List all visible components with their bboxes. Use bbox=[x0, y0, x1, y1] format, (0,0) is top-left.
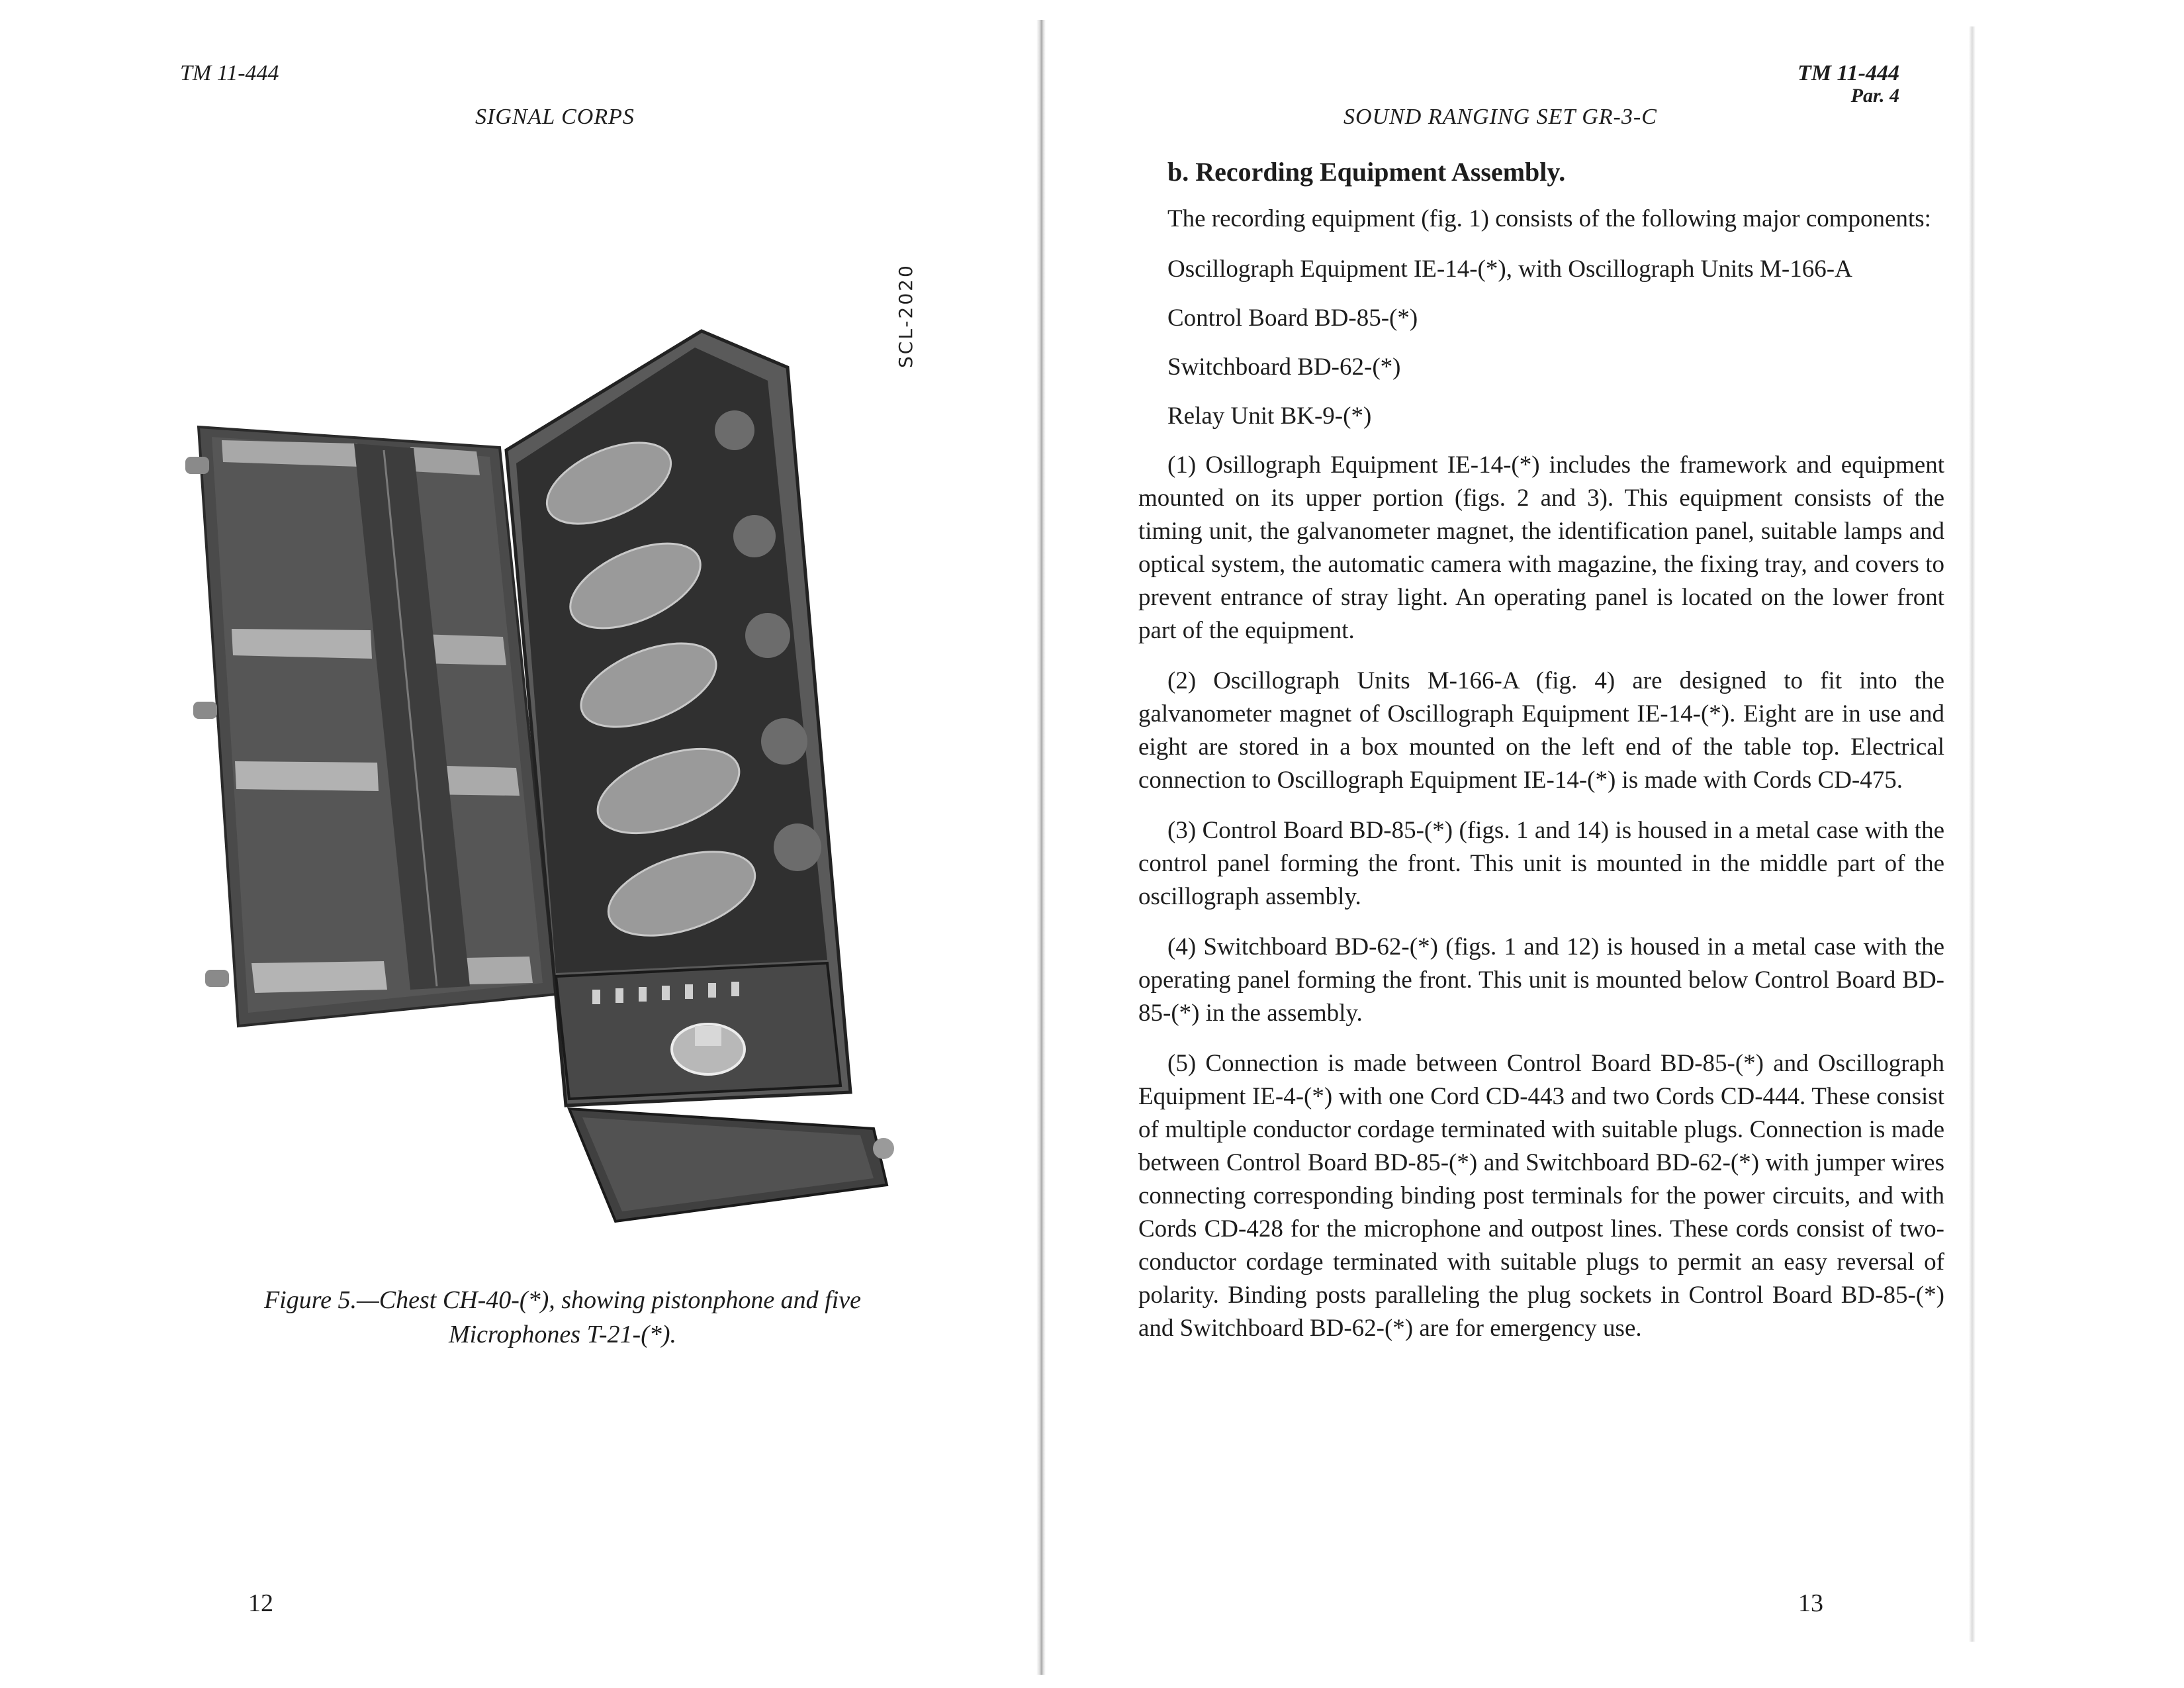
caption-line-1: Figure 5.—Chest CH-40-(*), showing pistonphone and five bbox=[263, 1286, 862, 1314]
figure-caption bbox=[199, 1283, 927, 1352]
door-strap-mid1-left bbox=[232, 629, 372, 659]
paragraph-2: (2) Oscillograph Units M-166-A (fig. 4) are designed to fit into the galvanometer magnet of Oscillograph Equipment IE-14-(*). Eight are in use and eight are stored in a box mounted on the left end of the table top. Electrical connection to Oscillograph Equipment IE-14-(*) is made with Cords CD-475. bbox=[1138, 667, 1944, 794]
right-page-edge bbox=[1969, 26, 1976, 1642]
left-running-head-title: SIGNAL CORPS bbox=[475, 105, 635, 129]
paragraph-5: (5) Connection is made between Control Board BD-85-(*) and Oscillograph Equipment IE-4-(*) with one Cord CD-443 and two Cords CD-444. These consist of multiple conductor cordage terminated with suitable plugs. Connection is made between Control Board BD-85-(*) and Switchboard BD-62-(*) with jumper wires connecting corresponding binding post terminals for the power circuits, and with Cords CD-428 for the microphone and outpost lines. These cords consist of two-conductor cordage terminated with suitable plugs to permit an easy reversal of polarity. Binding posts paralleling the plug sockets in Control Board BD-85-(*) and Switchboard BD-62-(*) are for emergency use. bbox=[1138, 1050, 1944, 1342]
left-page-number: 12 bbox=[248, 1589, 273, 1617]
door-hinge-2 bbox=[193, 702, 217, 719]
component-item-2: Control Board BD-85-(*) bbox=[1167, 305, 1418, 332]
figure-id-label: SCL-2020 bbox=[895, 263, 917, 368]
left-page bbox=[0, 0, 1039, 1688]
door-strap-mid2-left bbox=[235, 761, 379, 791]
door-strap-top-right bbox=[410, 447, 480, 475]
right-page-number: 13 bbox=[1798, 1589, 1823, 1617]
right-running-head-par: Par. 4 bbox=[1850, 85, 1899, 107]
flap-latch bbox=[873, 1138, 894, 1159]
component-item-1: Oscillograph Equipment IE-14-(*), with Oscillograph Units M-166-A bbox=[1167, 256, 1852, 283]
right-running-head-title: SOUND RANGING SET GR-3-C bbox=[1343, 105, 1657, 129]
right-running-head-tm: TM 11-444 bbox=[1797, 61, 1899, 85]
component-item-3: Switchboard BD-62-(*) bbox=[1167, 353, 1401, 381]
section-heading: b. Recording Equipment Assembly. bbox=[1167, 157, 1566, 187]
intro-paragraph: The recording equipment (fig. 1) consists of the following major components: bbox=[1167, 205, 1931, 232]
caption-line-2: Microphones T-21-(*). bbox=[448, 1321, 677, 1348]
left-running-head-tm: TM 11-444 bbox=[180, 61, 279, 85]
right-body-text bbox=[1138, 154, 1944, 1362]
paragraph-3: (3) Control Board BD-85-(*) (figs. 1 and 14) is housed in a metal case with the control panel forming the front. This unit is mounted in the middle part of the oscillograph assembly. bbox=[1138, 817, 1944, 910]
paragraph-4: (4) Switchboard BD-62-(*) (figs. 1 and 12) is housed in a metal case with the operating panel forming the front. This unit is mounted below Control Board BD-85-(*) in the assembly. bbox=[1138, 933, 1944, 1027]
door-strap-bottom-left bbox=[251, 961, 387, 993]
component-item-4: Relay Unit BK-9-(*) bbox=[1167, 402, 1372, 430]
right-page bbox=[1039, 0, 2184, 1688]
door-hinge-3 bbox=[205, 970, 229, 987]
door-hinge-1 bbox=[185, 457, 209, 474]
paragraph-1: (1) Osillograph Equipment IE-14-(*) includes the framework and equipment mounted on its upper portion (figs. 2 and 3). This equipment consists of the timing unit, the galvanometer magnet, the identification panel, suitable lamps and optical system, the automatic camera with magazine, the fixing tray, and covers to prevent entrance of stray light. An operating panel is located on the lower front part of the equipment. bbox=[1138, 451, 1944, 644]
figure-chest-photo bbox=[185, 324, 953, 1231]
